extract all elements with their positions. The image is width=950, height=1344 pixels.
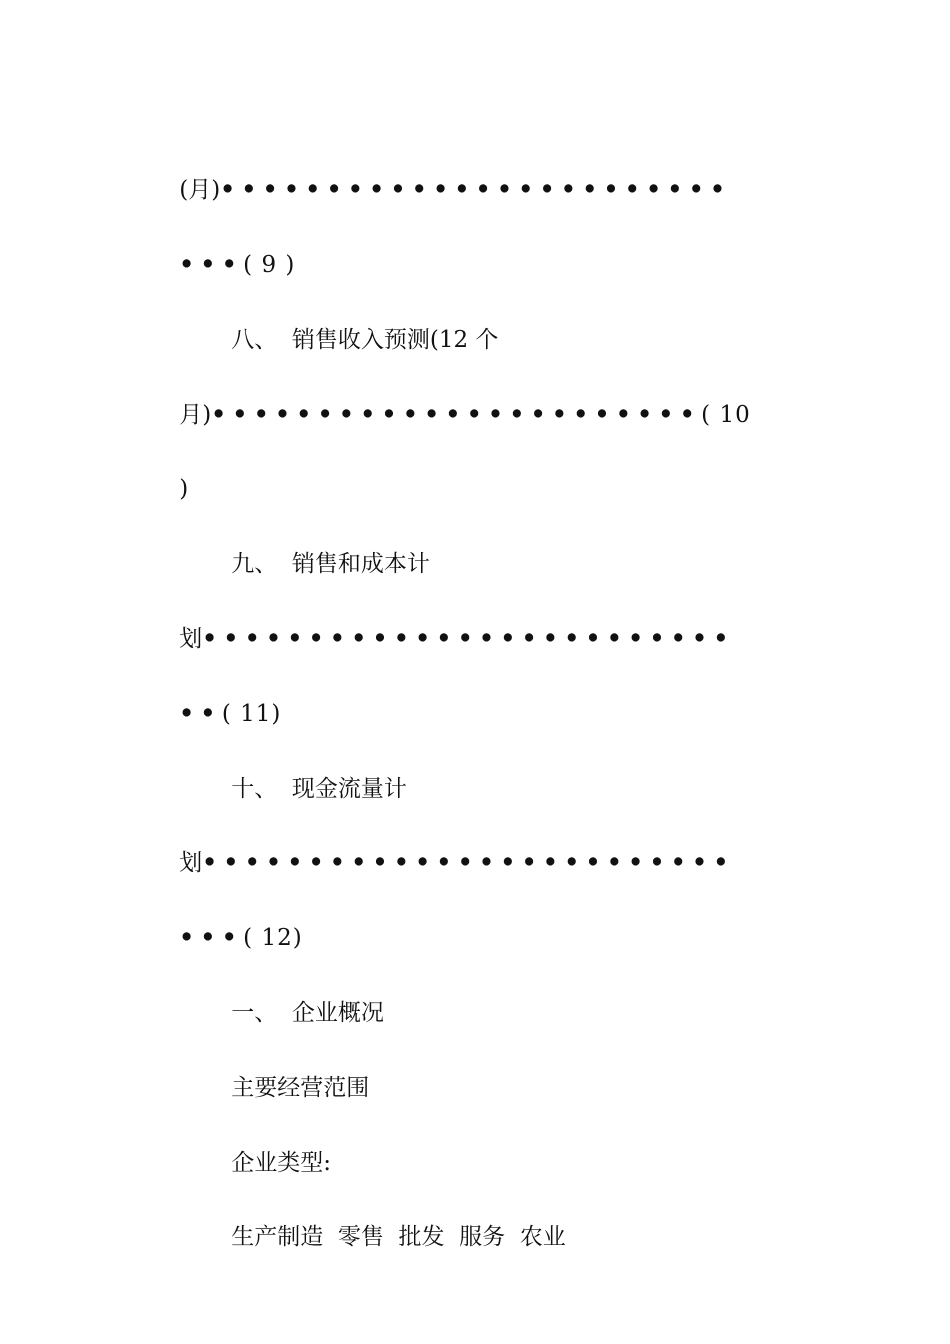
toc-line-9-cont — [150, 579, 735, 652]
toc-leader-dots: ••••••••••••••••••••••••• — [202, 849, 735, 876]
toc-line-7-page — [150, 205, 296, 278]
toc-page-number: ( 9 ) — [243, 252, 296, 278]
toc-line-10-cont — [150, 803, 735, 876]
toc-page-number: ( 11) — [221, 701, 282, 727]
section-title: 一、 企业概况 — [231, 1000, 384, 1026]
body-text: 企业类型: — [231, 1150, 331, 1176]
toc-text: 八、 销售收入预测(12 个 — [231, 327, 499, 353]
toc-leader-dots: ••••••••••••••••••••••• — [211, 401, 702, 428]
toc-leader-dots: •••••••••••••••••••••••• — [220, 176, 732, 203]
toc-line-10-page — [150, 878, 303, 951]
toc-line-7-cont — [150, 130, 732, 203]
body-text: 生产制造 零售 批发 服务 农业 — [231, 1224, 566, 1250]
toc-text: 九、 销售和成本计 — [231, 551, 430, 577]
toc-page-number: ( 10 — [701, 402, 751, 428]
enterprise-type-label — [202, 1103, 331, 1176]
body-text: 主要经营范围 — [231, 1075, 370, 1101]
enterprise-type-options — [202, 1177, 566, 1250]
toc-line-9-page — [150, 654, 282, 727]
business-scope-label — [202, 1028, 370, 1101]
toc-leader-dots: ••• — [179, 924, 244, 951]
toc-line-8-cont — [150, 355, 751, 428]
section-heading-1 — [202, 953, 384, 1026]
toc-text: 十、 现金流量计 — [231, 776, 407, 802]
toc-leader-dots: ••• — [179, 251, 244, 278]
toc-entry-9 — [202, 504, 430, 577]
toc-text: 划 — [179, 850, 203, 876]
toc-text: ) — [179, 476, 189, 502]
toc-text: 月) — [179, 402, 212, 428]
toc-entry-8 — [202, 280, 499, 353]
toc-line-8-close — [150, 429, 189, 502]
toc-text: (月) — [179, 177, 221, 203]
toc-entry-10 — [202, 729, 407, 802]
toc-text: 划 — [179, 626, 203, 652]
toc-page-number: ( 12) — [243, 925, 303, 951]
toc-leader-dots: •• — [179, 700, 222, 727]
toc-leader-dots: ••••••••••••••••••••••••• — [202, 625, 735, 652]
